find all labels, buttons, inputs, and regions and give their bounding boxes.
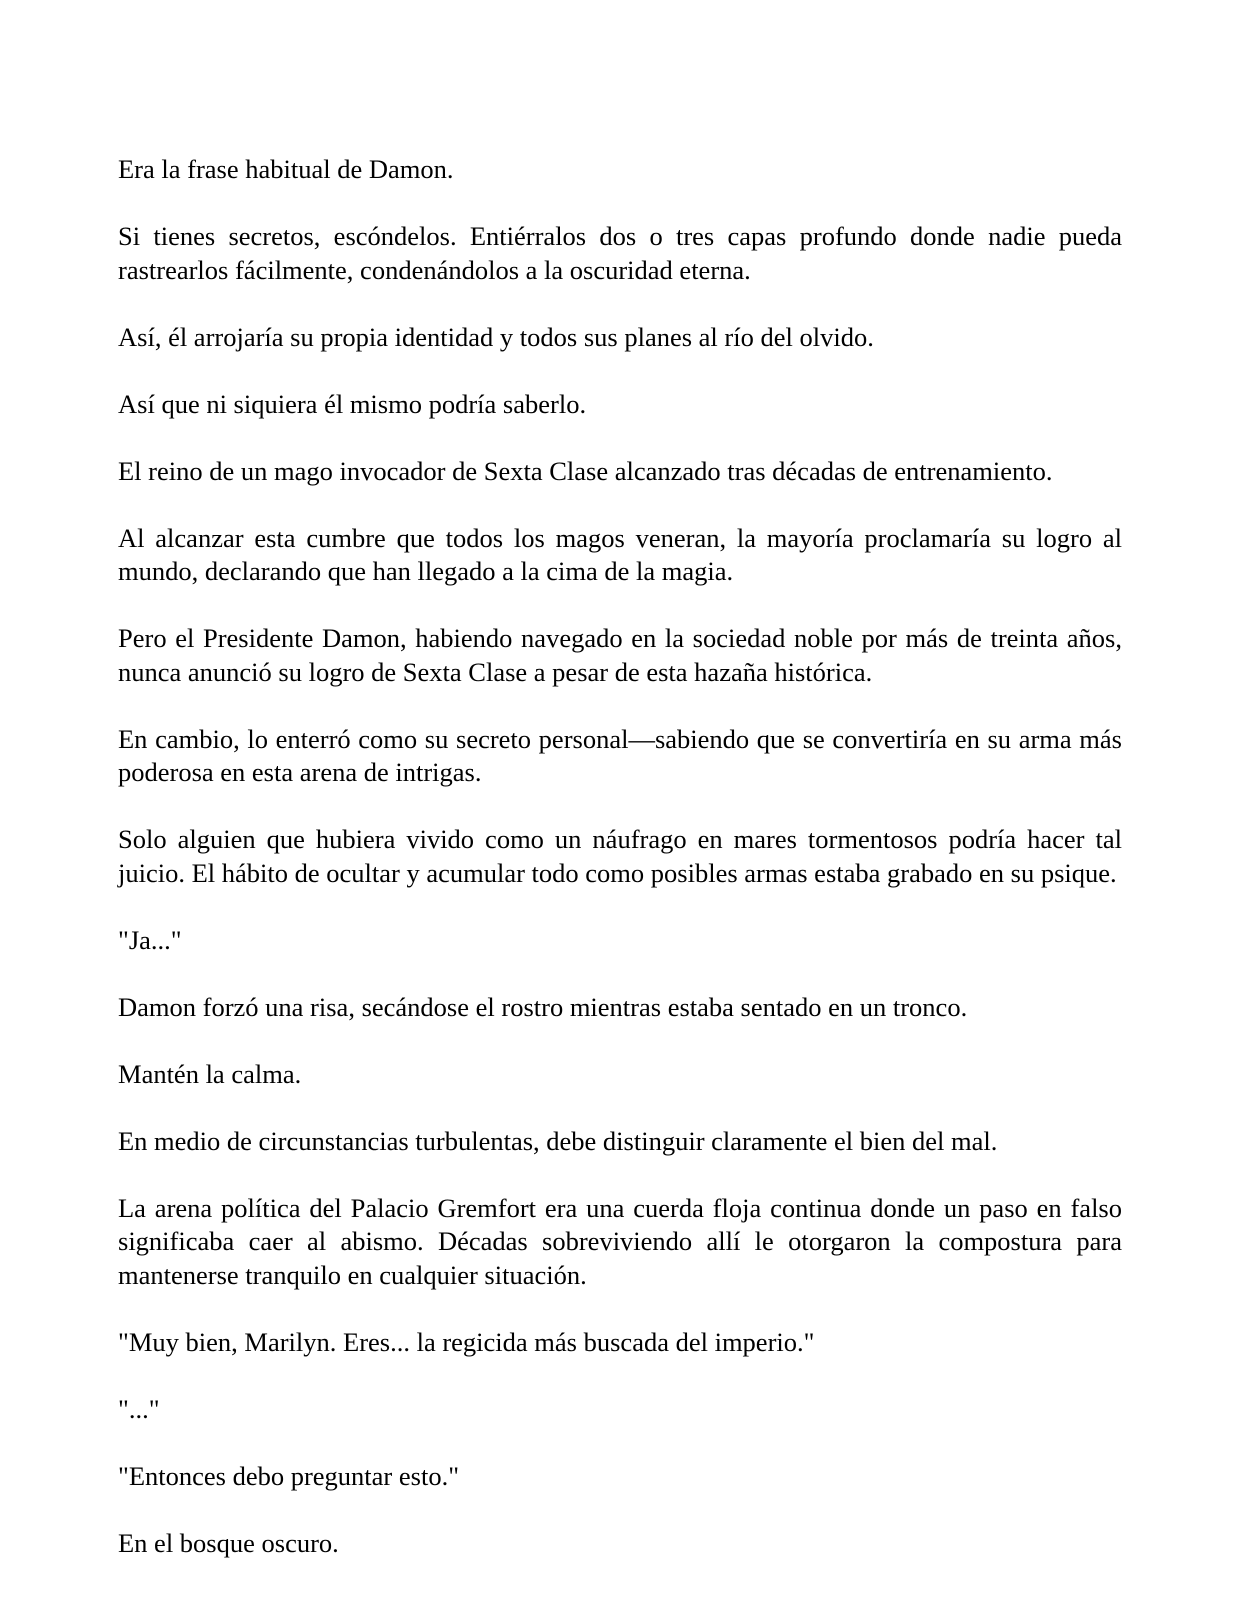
paragraph: En el bosque oscuro. bbox=[118, 1527, 339, 1558]
paragraph: "Muy bien, Marilyn. Eres... la regicida más buscada del imperio." bbox=[118, 1326, 815, 1357]
paragraph: "..." bbox=[118, 1393, 160, 1424]
document-body bbox=[118, 153, 1122, 1594]
paragraph: Solo alguien que hubiera vivido como un náufrago en mares tormentosos podría hacer tal juicio. El hábito de ocultar y acumular todo como posibles armas estaba grabado en su psique. bbox=[118, 824, 1122, 888]
paragraph: Si tienes secretos, escóndelos. Entiérralos dos o tres capas profundo donde nadie pueda rastrearlos fácilmente, condenándolos a la oscuridad eterna. bbox=[118, 221, 1122, 285]
paragraph: "Ja..." bbox=[118, 924, 182, 955]
paragraph: Pero el Presidente Damon, habiendo navegado en la sociedad noble por más de treinta años, nunca anunció su logro de Sexta Clase a pesar de esta hazaña histórica. bbox=[118, 623, 1122, 687]
paragraph: "Entonces debo preguntar esto." bbox=[118, 1460, 460, 1491]
paragraph: Al alcanzar esta cumbre que todos los magos veneran, la mayoría proclamaría su logro al mundo, declarando que han llegado a la cima de la magia. bbox=[118, 522, 1122, 586]
paragraph: La arena política del Palacio Gremfort era una cuerda floja continua donde un paso en falso significaba caer al abismo. Décadas sobreviviendo allí le otorgaron la compostura para mantenerse tranquilo en cualquier situación. bbox=[118, 1192, 1122, 1290]
paragraph: Mantén la calma. bbox=[118, 1058, 302, 1089]
paragraph: En cambio, lo enterró como su secreto personal—sabiendo que se convertiría en su arma más poderosa en esta arena de intrigas. bbox=[118, 723, 1122, 787]
paragraph: Así, él arrojaría su propia identidad y todos sus planes al río del olvido. bbox=[118, 321, 874, 352]
paragraph: Era la frase habitual de Damon. bbox=[118, 154, 454, 184]
paragraph: El reino de un mago invocador de Sexta Clase alcanzado tras décadas de entrenamiento. bbox=[118, 455, 1053, 486]
paragraph: Así que ni siquiera él mismo podría saberlo. bbox=[118, 388, 587, 419]
paragraph: Damon forzó una risa, secándose el rostro mientras estaba sentado en un tronco. bbox=[118, 991, 968, 1022]
paragraph: En medio de circunstancias turbulentas, debe distinguir claramente el bien del mal. bbox=[118, 1125, 998, 1156]
